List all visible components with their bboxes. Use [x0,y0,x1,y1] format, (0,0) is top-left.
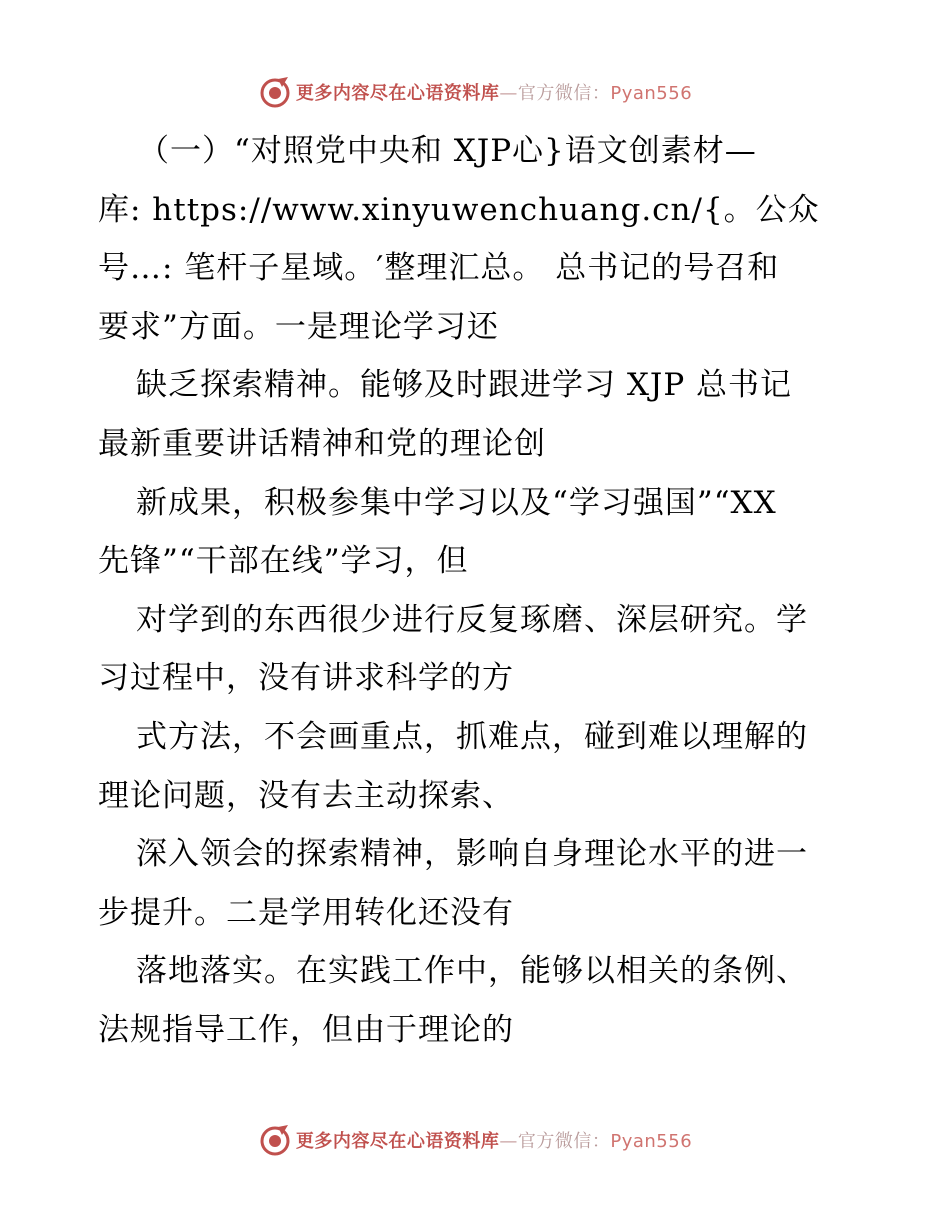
paragraph-line: 先锋”“干部在线”学习，但 [98,543,469,580]
paragraph-line: 号…: 笔杆子星域。′整理汇总。 总书记的号召和 [98,250,780,287]
paragraph-line: 最新重要讲话精神和党的理论创 [98,425,546,462]
paragraph-line: 习过程中，没有讲求科学的方 [98,660,514,697]
paragraph-line: 新成果，积极参集中学习以及“学习强国”“XX [136,484,777,521]
paragraph-line: 理论问题，没有去主动探索、 [98,777,514,814]
paragraph-line: 步提升。二是学用转化还没有 [98,894,514,931]
quill-logo-icon [258,75,292,109]
paragraph-line: 对学到的东西很少进行反复琢磨、深层研究。学 [136,601,808,638]
watermark-text: 更多内容尽在心语资料库—官方微信：Pyan556 [295,1131,693,1152]
header-watermark [0,72,950,112]
watermark-text: 更多内容尽在心语资料库—官方微信：Pyan556 [295,83,693,104]
paragraph-line: 落地落实。在实践工作中，能够以相关的条例、 [136,953,808,990]
document-body [98,122,858,1060]
paragraph-line: （一）“对照党中央和 XJP心}语文创素材— [138,133,757,169]
paragraph-line: 深入领会的探索精神，影响自身理论水平的进一 [136,836,808,873]
footer-watermark [0,1120,950,1160]
paragraph-line: 法规指导工作，但由于理论的 [98,1011,514,1048]
paragraph-line: 要求”方面。一是理论学习还 [98,308,499,345]
quill-logo-icon [258,1123,292,1157]
paragraph-line: 式方法，不会画重点，抓难点，碰到难以理解的 [136,718,808,755]
paragraph-line: 库: https://www.xinyuwenchuang.cn/{。公众 [98,191,820,228]
paragraph-line: 缺乏探索精神。能够及时跟进学习 XJP 总书记 [136,367,793,404]
